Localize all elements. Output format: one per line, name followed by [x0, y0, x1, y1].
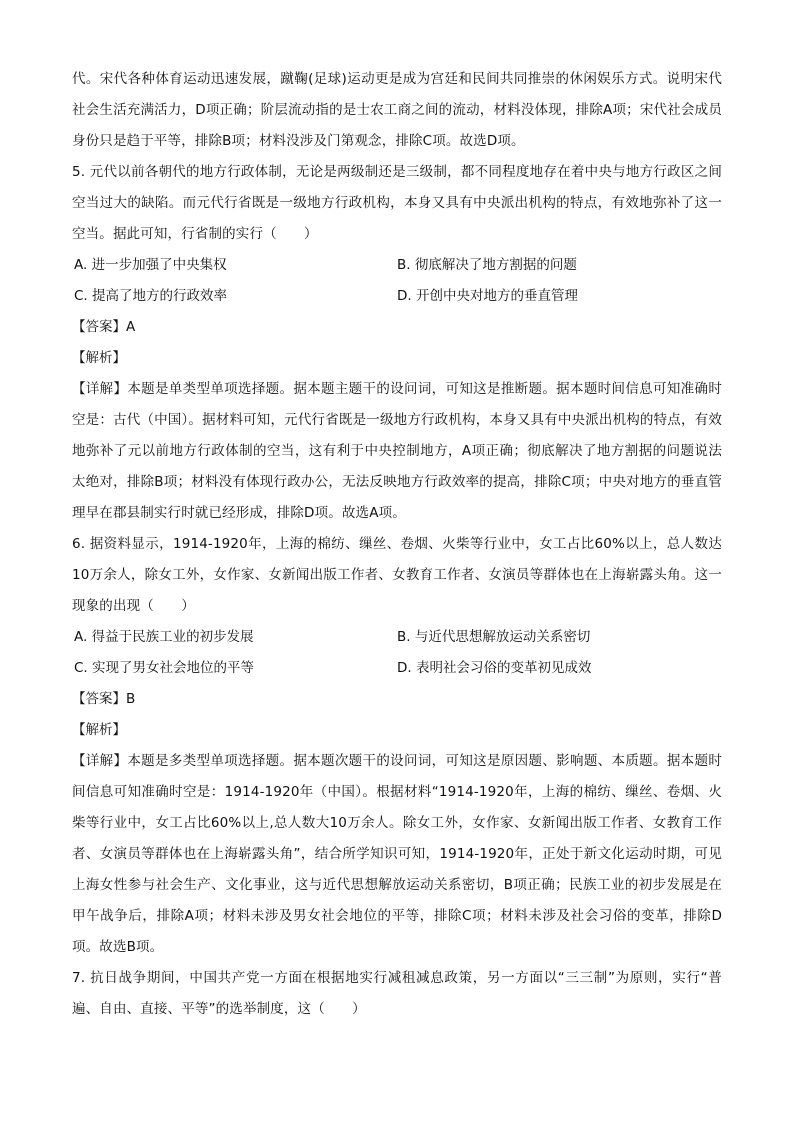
- question-5-option-d: D. 开创中央对地方的垂直管理: [397, 288, 578, 304]
- question-5-answer: 【答案】A: [72, 319, 136, 335]
- question-6-option-a: A. 得益于民族工业的初步发展: [74, 629, 254, 645]
- question-5-analysis-label: 【解析】: [72, 350, 126, 366]
- question-5-option-b: B. 彻底解决了地方割据的问题: [397, 257, 577, 273]
- document-page: [72, 64, 722, 1025]
- question-6-option-b: B. 与近代思想解放运动关系密切: [397, 629, 591, 645]
- intro-paragraph: 代。宋代各种体育运动迅速发展，蹴鞠(足球)运动更是成为宫廷和民间共同推崇的休闲娱乐方式。说明宋代社会生活充满活力，D项正确；阶层流动指的是士农工商之间的流动，材料没体现，排除A项；宋代社会成员身份只是趋于平等，排除B项；材料没涉及门第观念，排除C项。故选D项。: [72, 71, 722, 149]
- question-6-options: [72, 622, 722, 684]
- question-6-answer: 【答案】B: [72, 691, 136, 707]
- question-6-option-d: D. 表明社会习俗的变革初见成效: [397, 660, 592, 676]
- question-6-analysis-label: 【解析】: [72, 722, 126, 738]
- question-6-stem: 6. 据资料显示，1914-1920年，上海的棉纺、缫丝、卷烟、火柴等行业中，女工占比60%以上，总人数达10万余人，除女工外，女作家、女新闻出版工作者、女教育工作者、女演员等群体也在上海崭露头角。这一现象的出现（ ）: [72, 536, 722, 614]
- question-7-stem: 7. 抗日战争期间，中国共产党一方面在根据地实行减租减息政策，另一方面以“三三制”为原则，实行“普遍、自由、直接、平等”的选举制度，这（ ）: [72, 970, 722, 1017]
- question-5-stem: 5. 元代以前各朝代的地方行政体制，无论是两级制还是三级制，都不同程度地存在着中央与地方行政区之间空当过大的缺陷。而元代行省既是一级地方行政机构，本身又具有中央派出机构的特点，有效地弥补了这一空当。据此可知，行省制的实行（ ）: [72, 164, 722, 242]
- question-5-options: [72, 250, 722, 312]
- question-6-option-c: C. 实现了男女社会地位的平等: [74, 660, 255, 676]
- question-5-option-c: C. 提高了地方的行政效率: [74, 288, 228, 304]
- question-5-detail: 【详解】本题是单类型单项选择题。据本题主题干的设问词，可知这是推断题。据本题时间信息可知准确时空是：古代（中国）。据材料可知，元代行省既是一级地方行政机构，本身又具有中央派出机构的特点，有效地弥补了元以前地方行政体制的空当，这有利于中央控制地方，A项正确；彻底解决了地方割据的问题说法太绝对，排除B项；材料没有体现行政办公，无法反映地方行政效率的提高，排除C项；中央对地方的垂直管理早在郡县制实行时就已经形成，排除D项。故选A项。: [72, 381, 722, 521]
- question-5-option-a: A. 进一步加强了中央集权: [74, 257, 227, 273]
- question-6-detail: 【详解】本题是多类型单项选择题。据本题次题干的设问词，可知这是原因题、影响题、本质题。据本题时间信息可知准确时空是：1914-1920年（中国）。根据材料“1914-1920年，上海的棉纺、缫丝、卷烟、火柴等行业中，女工占比60%以上,总人数大10万余人。除女工外，女作家、女新闻出版工作者、女教育工作者、女演员等群体也在上海崭露头角”，结合所学知识可知，1914-1920年，正处于新文化运动时期，可见上海女性参与社会生产、文化事业，这与近代思想解放运动关系密切，B项正确；民族工业的初步发展是在甲午战争后，排除A项；材料未涉及男女社会地位的平等，排除C项；材料未涉及社会习俗的变革，排除D项。故选B项。: [72, 753, 722, 955]
